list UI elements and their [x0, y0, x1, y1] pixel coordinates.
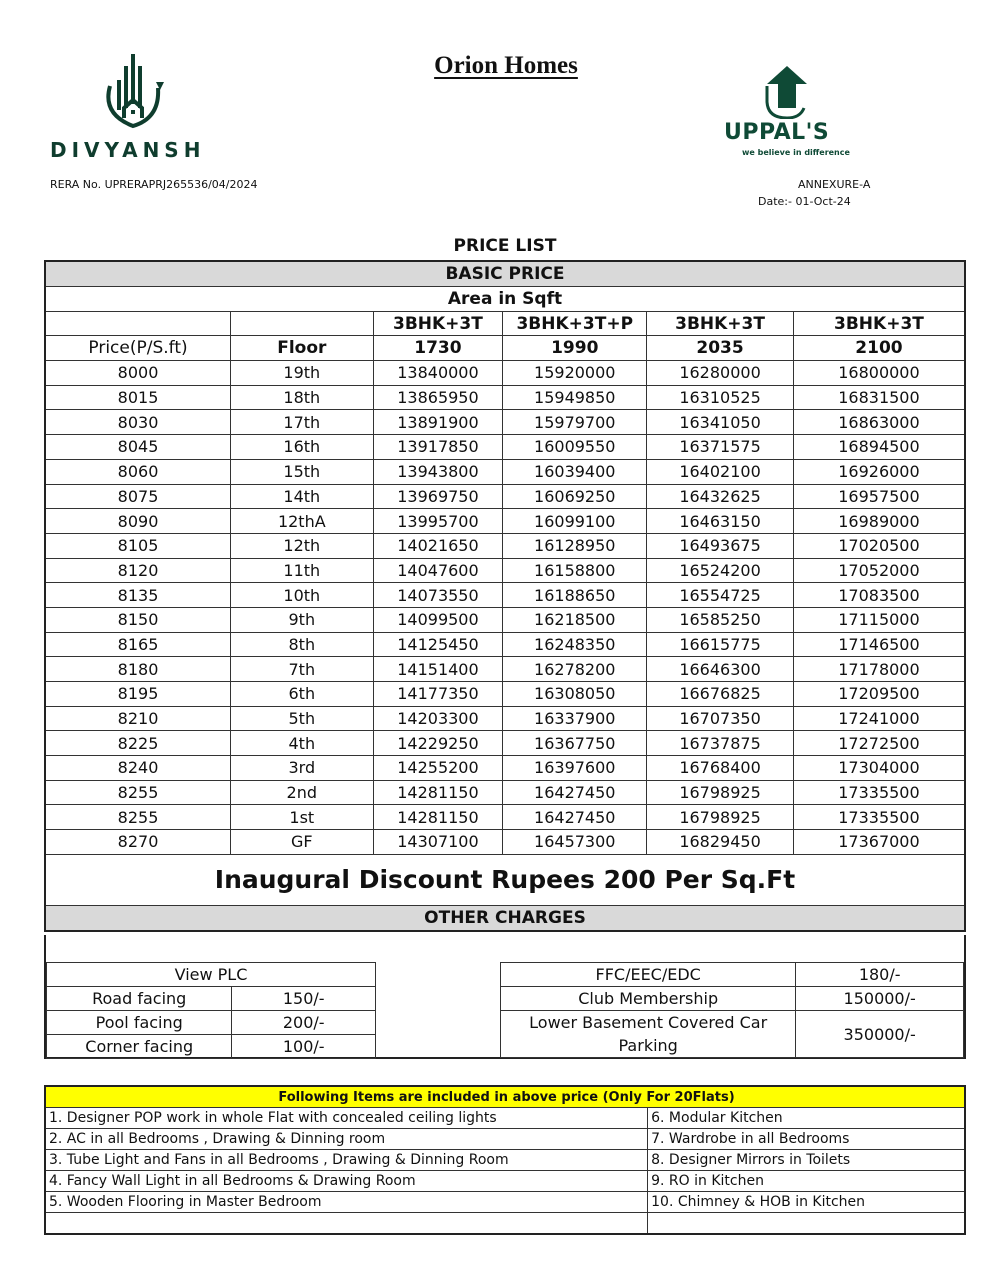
rate-cell: 8120 [45, 558, 231, 583]
floor-cell: 12th [231, 533, 374, 558]
area-header: 1730 [373, 336, 503, 361]
other-charges-band: OTHER CHARGES [45, 905, 965, 931]
uppals-logo [720, 62, 860, 162]
included-item: 9. RO in Kitchen [648, 1171, 965, 1192]
price-cell: 16894500 [793, 435, 965, 460]
price-cell: 14125450 [373, 632, 503, 657]
price-cell: 16248350 [503, 632, 647, 657]
rate-cell: 8255 [45, 805, 231, 830]
table-row [45, 780, 965, 805]
price-list-heading: PRICE LIST [453, 236, 557, 256]
included-item: 6. Modular Kitchen [648, 1108, 965, 1129]
price-cell: 16427450 [503, 780, 647, 805]
price-cell: 16798925 [647, 805, 794, 830]
price-cell: 15949850 [503, 385, 647, 410]
price-header: Price(P/S.ft) [45, 336, 231, 361]
price-cell: 16099100 [503, 509, 647, 534]
unit-type: 3BHK+3T [373, 311, 503, 336]
area-label: Area in Sqft [45, 287, 965, 312]
table-row [45, 756, 965, 781]
divyansh-logo-icon [98, 52, 168, 132]
price-cell: 14203300 [373, 706, 503, 731]
rate-cell: 8270 [45, 830, 231, 855]
empty-cell [45, 311, 231, 336]
price-cell: 14047600 [373, 558, 503, 583]
included-item: 1. Designer POP work in whole Flat with concealed ceiling lights [45, 1108, 648, 1129]
area-header: 2100 [793, 336, 965, 361]
price-cell: 14073550 [373, 583, 503, 608]
rate-cell: 8015 [45, 385, 231, 410]
price-cell: 13865950 [373, 385, 503, 410]
price-cell: 13995700 [373, 509, 503, 534]
price-cell: 16218500 [503, 607, 647, 632]
price-cell: 16427450 [503, 805, 647, 830]
floor-cell: 11th [231, 558, 374, 583]
floor-cell: 15th [231, 459, 374, 484]
discount-banner: Inaugural Discount Rupees 200 Per Sq.Ft [45, 854, 965, 905]
price-cell: 16646300 [647, 657, 794, 682]
price-cell: 14099500 [373, 607, 503, 632]
price-cell: 16989000 [793, 509, 965, 534]
rate-cell: 8180 [45, 657, 231, 682]
table-row [45, 607, 965, 632]
unit-type: 3BHK+3T+P [503, 311, 647, 336]
floor-cell: 17th [231, 410, 374, 435]
uppals-arrow-logo-icon [762, 64, 812, 119]
unit-type: 3BHK+3T [793, 311, 965, 336]
rate-cell: 8075 [45, 484, 231, 509]
divyansh-logo [50, 52, 220, 162]
charges-table [500, 962, 964, 1058]
price-cell: 17272500 [793, 731, 965, 756]
rate-cell: 8090 [45, 509, 231, 534]
price-cell: 16829450 [647, 830, 794, 855]
included-item: 4. Fancy Wall Light in all Bedrooms & Drawing Room [45, 1171, 648, 1192]
price-cell: 16737875 [647, 731, 794, 756]
price-cell: 14151400 [373, 657, 503, 682]
price-cell: 17367000 [793, 830, 965, 855]
included-item: 5. Wooden Flooring in Master Bedroom [45, 1192, 648, 1213]
price-cell: 16432625 [647, 484, 794, 509]
price-cell: 16831500 [793, 385, 965, 410]
plc-value: 200/- [232, 1011, 376, 1035]
price-cell: 13840000 [373, 361, 503, 386]
price-cell: 17335500 [793, 805, 965, 830]
price-cell: 16585250 [647, 607, 794, 632]
price-cell: 14281150 [373, 805, 503, 830]
price-cell: 14281150 [373, 780, 503, 805]
area-header: 1990 [503, 336, 647, 361]
price-cell: 17304000 [793, 756, 965, 781]
floor-cell: 4th [231, 731, 374, 756]
price-cell: 13943800 [373, 459, 503, 484]
price-cell: 17178000 [793, 657, 965, 682]
rate-cell: 8060 [45, 459, 231, 484]
price-cell: 16308050 [503, 682, 647, 707]
table-row [45, 385, 965, 410]
price-cell: 16926000 [793, 459, 965, 484]
table-row [45, 361, 965, 386]
table-row [45, 435, 965, 460]
table-row [45, 533, 965, 558]
price-cell: 16280000 [647, 361, 794, 386]
price-cell: 16128950 [503, 533, 647, 558]
price-cell: 17209500 [793, 682, 965, 707]
plc-name: Pool facing [47, 1011, 232, 1035]
plc-name: Road facing [47, 987, 232, 1011]
uppals-brand: UPPAL'S [724, 120, 830, 145]
page-title: Orion Homes [434, 52, 578, 79]
rate-cell: 8150 [45, 607, 231, 632]
charge-name: FFC/EEC/EDC [501, 963, 796, 987]
table-row [45, 682, 965, 707]
price-cell: 17115000 [793, 607, 965, 632]
price-cell: 15979700 [503, 410, 647, 435]
price-cell: 16069250 [503, 484, 647, 509]
floor-cell: 14th [231, 484, 374, 509]
floor-header: Floor [231, 336, 374, 361]
rate-cell: 8045 [45, 435, 231, 460]
divyansh-brand: DIVYANSH [50, 138, 206, 162]
rate-cell: 8000 [45, 361, 231, 386]
floor-cell: 10th [231, 583, 374, 608]
table-row [45, 459, 965, 484]
price-cell: 13917850 [373, 435, 503, 460]
price-cell: 13969750 [373, 484, 503, 509]
price-cell: 16039400 [503, 459, 647, 484]
floor-cell: 5th [231, 706, 374, 731]
floor-cell: 19th [231, 361, 374, 386]
table-row [45, 509, 965, 534]
rate-cell: 8195 [45, 682, 231, 707]
unit-type: 3BHK+3T [647, 311, 794, 336]
price-cell: 16397600 [503, 756, 647, 781]
included-item: 8. Designer Mirrors in Toilets [648, 1150, 965, 1171]
floor-cell: 1st [231, 805, 374, 830]
price-cell: 13891900 [373, 410, 503, 435]
price-cell: 14177350 [373, 682, 503, 707]
price-cell: 16800000 [793, 361, 965, 386]
price-cell: 16463150 [647, 509, 794, 534]
annexure-label: ANNEXURE-A [798, 178, 871, 191]
table-row [45, 484, 965, 509]
table-row [45, 632, 965, 657]
table-row [45, 558, 965, 583]
price-cell: 16524200 [647, 558, 794, 583]
price-cell: 16957500 [793, 484, 965, 509]
rate-cell: 8135 [45, 583, 231, 608]
charge-value: 350000/- [796, 1011, 964, 1058]
included-item: 7. Wardrobe in all Bedrooms [648, 1129, 965, 1150]
basic-price-band: BASIC PRICE [45, 261, 965, 287]
charge-name: Club Membership [501, 987, 796, 1011]
price-cell: 16367750 [503, 731, 647, 756]
price-cell: 17083500 [793, 583, 965, 608]
plc-value: 100/- [232, 1035, 376, 1059]
price-cell: 15920000 [503, 361, 647, 386]
price-cell: 16158800 [503, 558, 647, 583]
price-cell: 16337900 [503, 706, 647, 731]
table-row [45, 410, 965, 435]
table-row [45, 657, 965, 682]
price-cell: 16615775 [647, 632, 794, 657]
price-cell: 14021650 [373, 533, 503, 558]
table-row [45, 830, 965, 855]
price-cell: 17335500 [793, 780, 965, 805]
area-header: 2035 [647, 336, 794, 361]
included-item: 2. AC in all Bedrooms , Drawing & Dinning room [45, 1129, 648, 1150]
date-label: Date:- 01-Oct-24 [758, 195, 851, 208]
floor-cell: 18th [231, 385, 374, 410]
uppals-tagline: we believe in difference [742, 148, 850, 157]
floor-cell: GF [231, 830, 374, 855]
included-items-table [44, 1085, 966, 1235]
rate-cell: 8165 [45, 632, 231, 657]
included-item: 3. Tube Light and Fans in all Bedrooms , Drawing & Dinning Room [45, 1150, 648, 1171]
price-cell: 16402100 [647, 459, 794, 484]
price-table [44, 260, 966, 932]
plc-name: Corner facing [47, 1035, 232, 1059]
price-cell: 16493675 [647, 533, 794, 558]
price-cell: 16707350 [647, 706, 794, 731]
price-cell: 17020500 [793, 533, 965, 558]
price-cell: 16798925 [647, 780, 794, 805]
view-plc-label: View PLC [47, 963, 376, 987]
price-cell: 16554725 [647, 583, 794, 608]
empty-cell [648, 1213, 965, 1235]
charge-value: 180/- [796, 963, 964, 987]
floor-cell: 16th [231, 435, 374, 460]
table-row [45, 805, 965, 830]
empty-cell [45, 1213, 648, 1235]
price-cell: 17052000 [793, 558, 965, 583]
floor-cell: 12thA [231, 509, 374, 534]
table-row [45, 731, 965, 756]
floor-cell: 6th [231, 682, 374, 707]
rate-cell: 8225 [45, 731, 231, 756]
price-cell: 17241000 [793, 706, 965, 731]
charge-value: 150000/- [796, 987, 964, 1011]
price-cell: 16371575 [647, 435, 794, 460]
empty-cell [231, 311, 374, 336]
price-cell: 16009550 [503, 435, 647, 460]
charge-name: Lower Basement Covered Car Parking [501, 1011, 796, 1058]
price-cell: 17146500 [793, 632, 965, 657]
floor-cell: 7th [231, 657, 374, 682]
price-cell: 16188650 [503, 583, 647, 608]
floor-cell: 9th [231, 607, 374, 632]
floor-cell: 8th [231, 632, 374, 657]
included-items-heading: Following Items are included in above price (Only For 20Flats) [45, 1086, 965, 1108]
price-cell: 16278200 [503, 657, 647, 682]
price-cell: 16676825 [647, 682, 794, 707]
price-cell: 16863000 [793, 410, 965, 435]
price-cell: 16457300 [503, 830, 647, 855]
rate-cell: 8240 [45, 756, 231, 781]
included-item: 10. Chimney & HOB in Kitchen [648, 1192, 965, 1213]
plc-value: 150/- [232, 987, 376, 1011]
price-cell: 14255200 [373, 756, 503, 781]
price-cell: 16341050 [647, 410, 794, 435]
price-cell: 16768400 [647, 756, 794, 781]
price-cell: 14229250 [373, 731, 503, 756]
floor-cell: 2nd [231, 780, 374, 805]
rate-cell: 8210 [45, 706, 231, 731]
price-cell: 14307100 [373, 830, 503, 855]
rate-cell: 8105 [45, 533, 231, 558]
floor-cell: 3rd [231, 756, 374, 781]
rate-cell: 8255 [45, 780, 231, 805]
table-row [45, 706, 965, 731]
rera-number: RERA No. UPRERAPRJ265536/04/2024 [50, 178, 258, 191]
table-row [45, 583, 965, 608]
rate-cell: 8030 [45, 410, 231, 435]
price-cell: 16310525 [647, 385, 794, 410]
view-plc-table [46, 962, 376, 1059]
